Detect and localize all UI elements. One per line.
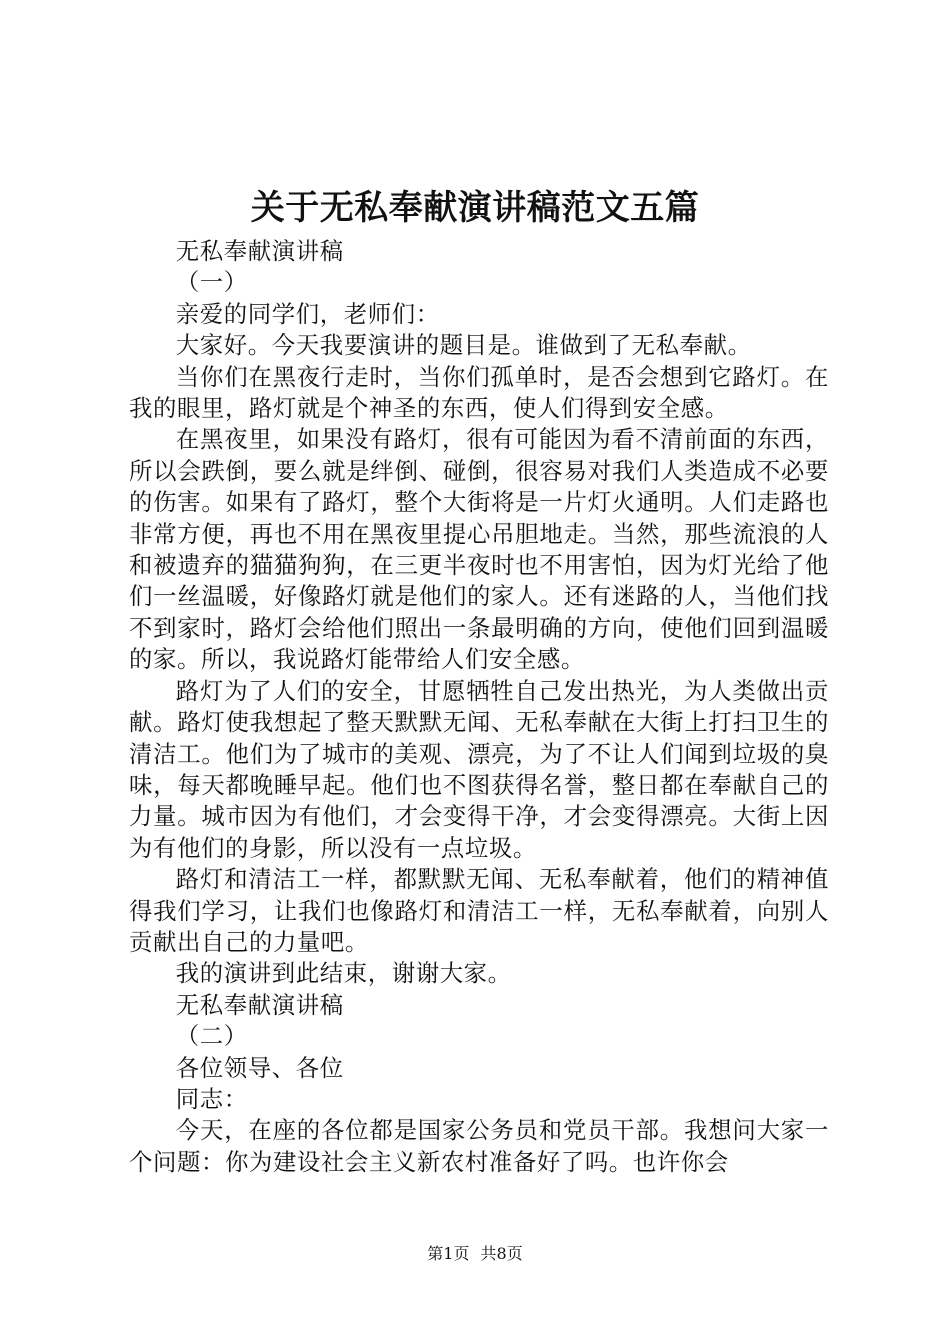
paragraph: 亲爱的同学们，老师们：: [175, 299, 440, 328]
paragraph: 路灯为了人们的安全，甘愿牺牲自己发出热光，为人类做出贡献。路灯使我想起了整天默默无闻、无私奉献在大街上打扫卫生的清洁工。他们为了城市的美观、漂亮，为了不让人们闻到垃圾的臭味，每天都晚睡早起。他们也不图获得名誉，整日都在奉献自己的力量。城市因为有他们，才会变得干净，才会变得漂亮。大街上因为有他们的身影，所以没有一点垃圾。: [129, 676, 829, 862]
paragraph: 路灯和清洁工一样，都默默无闻、无私奉献着，他们的精神值得我们学习，让我们也像路灯和清洁工一样，无私奉献着，向别人贡献出自己的力量吧。: [129, 865, 829, 956]
document-body: [129, 236, 829, 1178]
page-total: 共8页: [480, 1244, 523, 1263]
paragraph: 同志：: [175, 1084, 248, 1113]
paragraph: （二）: [175, 1022, 248, 1051]
paragraph: 当你们在黑夜行走时，当你们孤单时，是否会想到它路灯。在我的眼里，路灯就是个神圣的东西，使人们得到安全感。: [129, 362, 829, 423]
paragraph: （一）: [175, 268, 248, 297]
page-number: 第1页: [427, 1244, 470, 1263]
paragraph: 今天，在座的各位都是国家公务员和党员干部。我想问大家一个问题：你为建设社会主义新农村准备好了吗。也许你会: [129, 1116, 829, 1176]
paragraph: 无私奉献演讲稿: [175, 237, 344, 265]
paragraph: 在黑夜里，如果没有路灯，很有可能因为看不清前面的东西，所以会跌倒，要么就是绊倒、碰倒，很容易对我们人类造成不必要的伤害。如果有了路灯，整个大街将是一片灯火通明。人们走路也非常方便，再也不用在黑夜里提心吊胆地走。当然，那些流浪的人和被遗弃的猫猫狗狗，在三更半夜时也不用害怕，因为灯光给了他们一丝温暖，好像路灯就是他们的家人。还有迷路的人，当他们找不到家时，路灯会给他们照出一条最明确的方向，使他们回到温暖的家。所以，我说路灯能带给人们安全感。: [129, 425, 829, 674]
paragraph: 各位领导、各位: [175, 1053, 344, 1082]
document-title: 关于无私奉献演讲稿范文五篇: [250, 188, 700, 228]
page-footer: [0, 1243, 950, 1265]
paragraph: 我的演讲到此结束，谢谢大家。: [175, 959, 512, 988]
paragraph: 大家好。今天我要演讲的题目是。谁做到了无私奉献。: [175, 331, 752, 360]
paragraph: 无私奉献演讲稿: [175, 990, 344, 1019]
